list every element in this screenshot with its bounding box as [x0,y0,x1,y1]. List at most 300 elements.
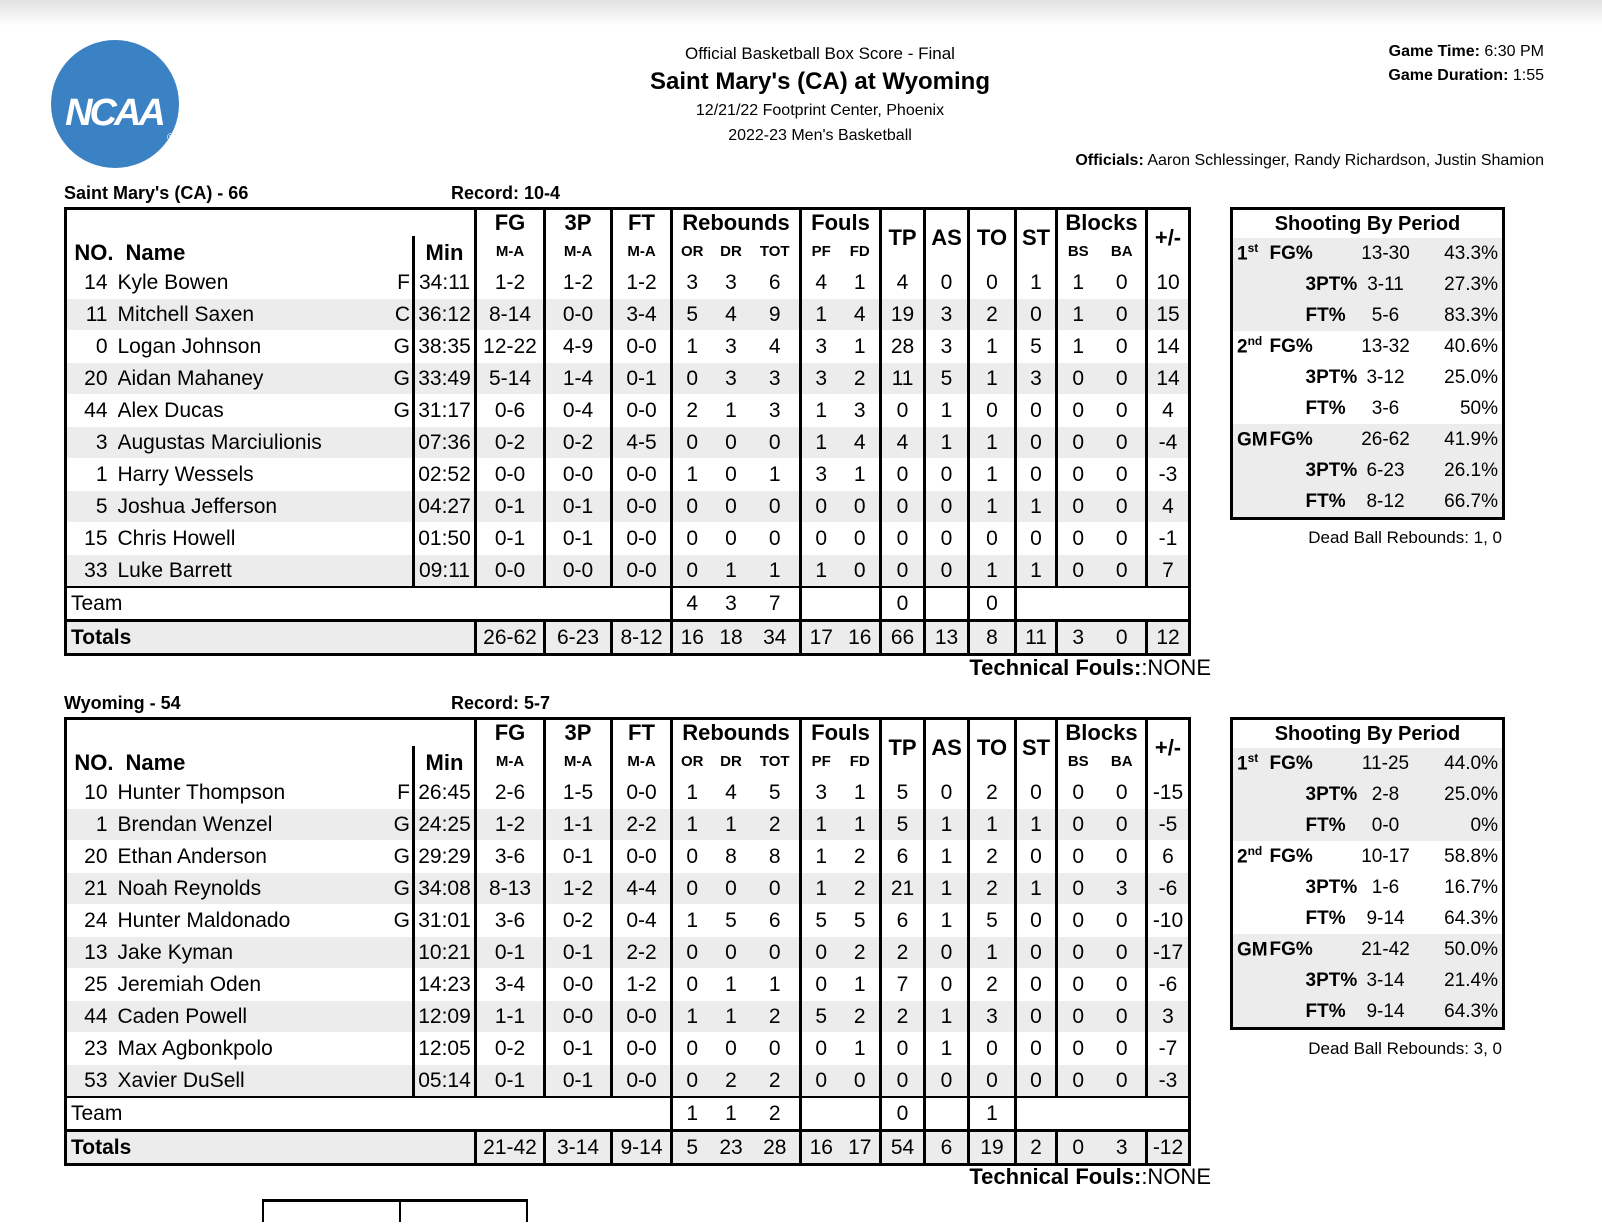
stat-ba: 0 [1115,780,1128,804]
period-spacer [1232,455,1268,486]
shooting-by-period-table [1230,717,1505,1030]
team-stat-dr: 3 [712,587,751,621]
player-number: 1 [66,809,118,841]
team-stat-blank [1016,1097,1190,1131]
stat-bs: 0 [1057,523,1099,555]
officials-label: Officials: [1075,152,1144,169]
column-sub-tot: TOT [759,242,790,260]
player-name-cell [118,331,414,363]
period-number: GM [1237,939,1268,961]
column-header-plus-minus: +/- [1147,209,1190,267]
stat-bs: 0 [1057,427,1099,459]
stat-tp: 4 [881,267,925,299]
stat-pm: -10 [1147,905,1190,937]
player-row [66,299,1190,331]
game-date-venue: 12/21/22 Footprint Center, Phoenix [695,102,945,119]
player-row [66,523,1190,555]
player-number: 13 [66,937,118,969]
player-name-cell [118,1033,414,1065]
player-number: 21 [66,873,118,905]
stat-three: 0-4 [545,395,612,427]
stat-pm: 10 [1147,267,1190,299]
stat-tp: 0 [881,459,925,491]
stat-ft: 0-0 [612,1001,672,1033]
stat-pf: 5 [801,1001,841,1033]
stat-or: 1 [672,905,712,937]
stat-tot: 0 [751,937,801,969]
stat-pm: -17 [1147,937,1190,969]
column-sub-ba: BA [1110,752,1133,770]
shooting-row [1232,872,1504,903]
stat-bs: 0 [1057,395,1099,427]
player-row [66,1033,1190,1065]
stat-pm: 4 [1147,491,1190,523]
stat-to: 1 [969,459,1016,491]
shooting-stat: FG% [1268,934,1346,965]
game-time: 6:30 PM [1484,43,1544,60]
stat-to: 1 [969,427,1016,459]
header-spacer [66,209,476,237]
team-stat-tot: 2 [751,1097,801,1131]
totals-label: Totals [66,621,476,655]
shooting-percent: 50.0% [1426,934,1504,965]
stat-bs: 0 [1057,491,1099,523]
player-minutes: 34:08 [414,873,476,905]
column-header-as: AS [925,209,969,267]
stat-dr: 3 [725,270,737,294]
stat-fd: 1 [853,462,866,486]
stat-ft: 0-0 [612,777,672,809]
stat-pm: 14 [1147,331,1190,363]
column-sub-pf: PF [801,746,841,777]
stat-three: 0-1 [545,1065,612,1098]
total-tot: 28 [751,1131,801,1165]
stat-pm: -4 [1147,427,1190,459]
shooting-made-attempted: 9-14 [1346,996,1426,1029]
team-stat-blank [801,587,881,621]
stat-pf: 0 [801,1065,841,1098]
stat-dr: 5 [725,908,737,932]
player-row [66,809,1190,841]
player-minutes: 36:12 [414,299,476,331]
player-row [66,777,1190,809]
technical-fouls-label: Technical Fouls: [969,1164,1142,1189]
team-stat-blank [1016,587,1190,621]
stat-dr: 3 [712,363,751,395]
player-position: C [394,302,410,326]
stat-tp: 5 [881,777,925,809]
stat-or: 0 [672,363,712,395]
column-sub-dr: DR [720,242,742,260]
player-minutes: 10:21 [414,937,476,969]
stat-tp: 0 [881,491,925,523]
period-spacer [1232,393,1268,424]
stat-tot: 0 [751,427,801,459]
shooting-title-row [1232,209,1504,239]
player-name: Caden Powell [117,1004,248,1028]
player-row [66,267,1190,299]
game-duration: 1:55 [1512,67,1544,84]
stat-dr: 4 [725,780,737,804]
player-number: 53 [66,1065,118,1098]
stat-pm: 15 [1147,299,1190,331]
player-minutes: 34:11 [414,267,476,299]
player-name-cell [118,1001,414,1033]
stat-ft: 3-4 [612,299,672,331]
stat-pm: -5 [1147,809,1190,841]
stat-bs: 1 [1057,299,1099,331]
player-row [66,841,1190,873]
stat-ft: 4-5 [612,427,672,459]
team-row-label: Team [66,1097,672,1131]
stat-as: 0 [925,523,969,555]
team-stat-tot: 7 [751,587,801,621]
period-label [1232,238,1268,269]
player-name-cell [118,395,414,427]
total-bs: 3 [1057,621,1099,655]
stat-as: 1 [925,427,969,459]
stat-as: 0 [925,937,969,969]
dead-ball-rebounds: Dead Ball Rebounds: 1, 0 [1308,528,1502,547]
player-name: Chris Howell [117,526,236,550]
stat-pm: -3 [1147,459,1190,491]
total-tp: 66 [881,621,925,655]
column-header-st: ST [1016,719,1057,777]
stat-fg: 0-1 [476,523,545,555]
ncaa-logo-text: NCAA [65,92,163,134]
shooting-stat: FG% [1269,335,1313,357]
shooting-row [1232,362,1504,393]
stat-pm: 14 [1147,363,1190,395]
total-dr: 23 [712,1131,751,1165]
shooting-row [1232,841,1504,872]
stat-fg: 0-2 [476,1033,545,1065]
stat-to: 0 [969,1033,1016,1065]
player-minutes: 12:09 [414,1001,476,1033]
stat-ba: 0 [1115,526,1128,550]
stat-tp: 0 [881,555,925,588]
stat-dr: 8 [725,844,737,868]
player-name: Max Agbonkpolo [117,1036,273,1060]
stat-pm: 7 [1147,555,1190,588]
shooting-row [1232,934,1504,965]
stat-as: 0 [925,267,969,299]
column-sub-ba: BA [1110,242,1133,260]
shooting-made-attempted: 1-6 [1371,876,1400,898]
shooting-title-row [1232,719,1504,749]
stat-to: 0 [969,523,1016,555]
stat-fd: 2 [853,844,866,868]
player-name-cell [118,777,414,809]
stat-bs: 0 [1057,937,1099,969]
totals-row [66,1131,1190,1165]
shooting-percent: 44.0% [1426,748,1504,779]
stat-fd: 1 [853,780,866,804]
team-record: Record: 5-7 [451,693,551,713]
period-spacer [1232,965,1268,996]
stat-tot: 1 [768,972,781,996]
player-name: Alex Ducas [117,398,224,422]
column-sub-or: OR [672,746,712,777]
column-header-3p: 3P [545,719,612,747]
player-number: 11 [66,299,118,331]
stat-as: 1 [925,1001,969,1033]
stat-or: 1 [672,777,712,809]
shooting-row [1232,455,1504,486]
stat-ba: 0 [1115,1036,1128,1060]
stat-or: 1 [672,809,712,841]
stat-to: 0 [969,267,1016,299]
stat-pf: 5 [801,905,841,937]
stat-ft: 0-0 [612,459,672,491]
period-suffix: nd [1247,334,1263,349]
stat-tot: 2 [751,809,801,841]
period-label [1232,748,1268,779]
column-header-st: ST [1016,209,1057,267]
stat-as: 0 [925,777,969,809]
stat-three: 0-1 [545,523,612,555]
period-spacer [1232,996,1268,1029]
period-spacer [1232,810,1268,841]
stat-st: 3 [1016,363,1057,395]
stat-ba: 0 [1115,462,1128,486]
shooting-percent: 64.3% [1426,996,1504,1029]
player-name: Hunter Thompson [117,780,286,804]
stat-tp: 0 [881,523,925,555]
player-minutes: 38:35 [414,331,476,363]
season-label: 2022-23 Men's Basketball [728,127,912,144]
technical-fouls [969,1164,1211,1190]
player-minutes: 01:50 [414,523,476,555]
stat-as: 0 [925,491,969,523]
player-name-cell [118,299,414,331]
stat-st: 0 [1016,395,1057,427]
column-sub-tot: TOT [759,752,790,770]
stat-three: 1-1 [545,809,612,841]
total-as: 13 [925,621,969,655]
player-number: 33 [66,555,118,588]
stat-fg: 0-2 [476,427,545,459]
shooting-stat: 3PT% [1268,779,1346,810]
stat-pm: -6 [1147,969,1190,1001]
stat-or: 5 [672,299,712,331]
period-label [1232,841,1268,872]
column-header-blocks: Blocks [1057,209,1147,237]
stat-st: 0 [1016,523,1057,555]
column-sub-bs: BS [1057,746,1099,777]
shooting-made-attempted: 13-30 [1346,238,1426,269]
player-row [66,555,1190,588]
stat-ba: 0 [1099,1065,1147,1098]
total-ba: 3 [1099,1131,1147,1165]
column-header-to: TO [969,209,1016,267]
ncaa-logo [51,40,179,168]
stat-st: 0 [1016,1065,1057,1098]
shooting-percent: 25.0% [1444,366,1498,388]
stat-tp: 21 [881,873,925,905]
player-minutes: 26:45 [414,777,476,809]
player-name: Aidan Mahaney [117,366,264,390]
stat-fd: 1 [841,809,881,841]
period-number: 1 [1237,243,1248,265]
stat-bs: 0 [1057,905,1099,937]
player-position: G [393,812,410,836]
column-sub-or: OR [672,236,712,267]
stat-three: 0-0 [545,459,612,491]
stat-ba: 0 [1099,491,1147,523]
team-stat-blank [925,587,969,621]
report-subtitle: Official Basketball Box Score - Final [685,44,955,63]
stat-as: 1 [925,841,969,873]
technical-fouls-value: :NONE [1141,655,1211,680]
player-row [66,969,1190,1001]
total-as: 6 [925,1131,969,1165]
stat-dr: 2 [712,1065,751,1098]
stat-ba: 0 [1099,937,1147,969]
stat-pm: -6 [1147,873,1190,905]
stat-pf: 3 [801,331,841,363]
shooting-percent: 83.3% [1426,300,1504,331]
stat-pf: 1 [801,427,841,459]
stat-three: 0-2 [545,427,612,459]
stat-pm: 3 [1147,1001,1190,1033]
stat-fg: 5-14 [476,363,545,395]
shooting-row [1232,903,1504,934]
stat-fd: 4 [841,299,881,331]
stat-pf: 1 [801,395,841,427]
team-header: Wyoming - 54 [64,693,181,713]
total-bs: 0 [1057,1131,1099,1165]
team-stat-to: 1 [969,1097,1016,1131]
column-header-no: NO. [74,240,114,265]
stat-tp: 28 [881,331,925,363]
stat-ft: 0-0 [612,523,672,555]
total-ft: 9-14 [612,1131,672,1165]
shooting-percent: 27.3% [1426,269,1504,300]
column-header-tp: TP [881,209,925,267]
stat-tp: 5 [881,809,925,841]
stat-as: 3 [925,331,969,363]
player-name: Brendan Wenzel [117,812,273,836]
stat-as: 1 [925,395,969,427]
column-header-blocks: Blocks [1057,719,1147,747]
next-table-stub [262,1199,528,1222]
total-fg: 26-62 [476,621,545,655]
shooting-row [1232,996,1504,1029]
player-name-cell [118,459,414,491]
shooting-percent: 40.6% [1444,335,1498,357]
stat-fd: 0 [841,1065,881,1098]
stat-dr: 3 [725,334,737,358]
stat-as: 3 [925,299,969,331]
stat-dr: 1 [712,809,751,841]
total-ft: 8-12 [612,621,672,655]
stat-ft: 4-4 [612,873,672,905]
stat-tp: 4 [881,427,925,459]
stat-pf: 1 [801,809,841,841]
stat-tot: 2 [751,1065,801,1098]
stat-as: 1 [925,873,969,905]
stat-pf: 1 [801,841,841,873]
period-spacer [1232,779,1268,810]
player-name-cell [118,363,414,395]
stat-ba: 3 [1099,873,1147,905]
period-spacer [1232,486,1268,519]
shooting-made-attempted: 3-6 [1371,397,1400,419]
player-number: 20 [66,363,118,395]
player-row [66,395,1190,427]
stat-or: 2 [672,395,712,427]
stat-tot: 6 [768,908,781,932]
stat-tp: 0 [881,395,925,427]
stat-fd: 0 [841,491,881,523]
stat-tp: 19 [881,299,925,331]
player-name-cell [118,841,414,873]
stat-fg: 8-13 [476,873,545,905]
team-stat-tp: 0 [881,1097,925,1131]
stat-three: 1-5 [545,777,612,809]
stat-fg: 2-6 [476,777,545,809]
period-number: 1 [1237,753,1248,775]
stat-or: 0 [672,491,712,523]
stat-fd: 0 [853,526,866,550]
stat-or: 0 [672,427,712,459]
column-header-ft: FT [612,719,672,747]
stat-ba: 0 [1099,363,1147,395]
stat-bs: 0 [1057,841,1099,873]
stat-to: 1 [969,363,1016,395]
column-header-as: AS [925,719,969,777]
stat-to: 1 [969,555,1016,588]
stat-fd: 3 [853,398,866,422]
stat-ba: 0 [1115,844,1128,868]
shooting-stat: FG% [1269,845,1313,867]
column-header-fouls: Fouls [801,719,881,747]
stat-as: 1 [925,905,969,937]
shooting-percent: 26.1% [1426,455,1504,486]
stat-tot: 9 [751,299,801,331]
player-name: Joshua Jefferson [117,494,278,518]
player-name-cell [118,427,414,459]
player-position: G [393,366,410,390]
stat-ba: 0 [1115,398,1128,422]
stat-to: 1 [969,937,1016,969]
stat-pf: 4 [801,267,841,299]
column-sub-ma: M-A [612,746,672,777]
column-header-tp: TP [881,719,925,777]
stat-pf: 3 [801,459,841,491]
stat-pf: 0 [801,523,841,555]
player-position: G [393,876,410,900]
total-to: 19 [969,1131,1016,1165]
player-position: G [393,844,410,868]
period-label [1232,934,1268,965]
period-spacer [1232,362,1268,393]
player-row [66,1001,1190,1033]
stat-to: 1 [969,491,1016,523]
player-name: Logan Johnson [117,334,262,358]
stat-bs: 0 [1057,459,1099,491]
stat-dr: 0 [712,427,751,459]
player-name: Hunter Maldonado [117,908,291,932]
total-st: 11 [1016,621,1057,655]
stat-dr: 0 [712,873,751,905]
technical-fouls [969,655,1211,681]
total-pm: 12 [1147,621,1190,655]
shooting-stat: 3PT% [1268,965,1346,996]
stat-st: 0 [1016,1033,1057,1065]
player-name-cell [118,491,414,523]
